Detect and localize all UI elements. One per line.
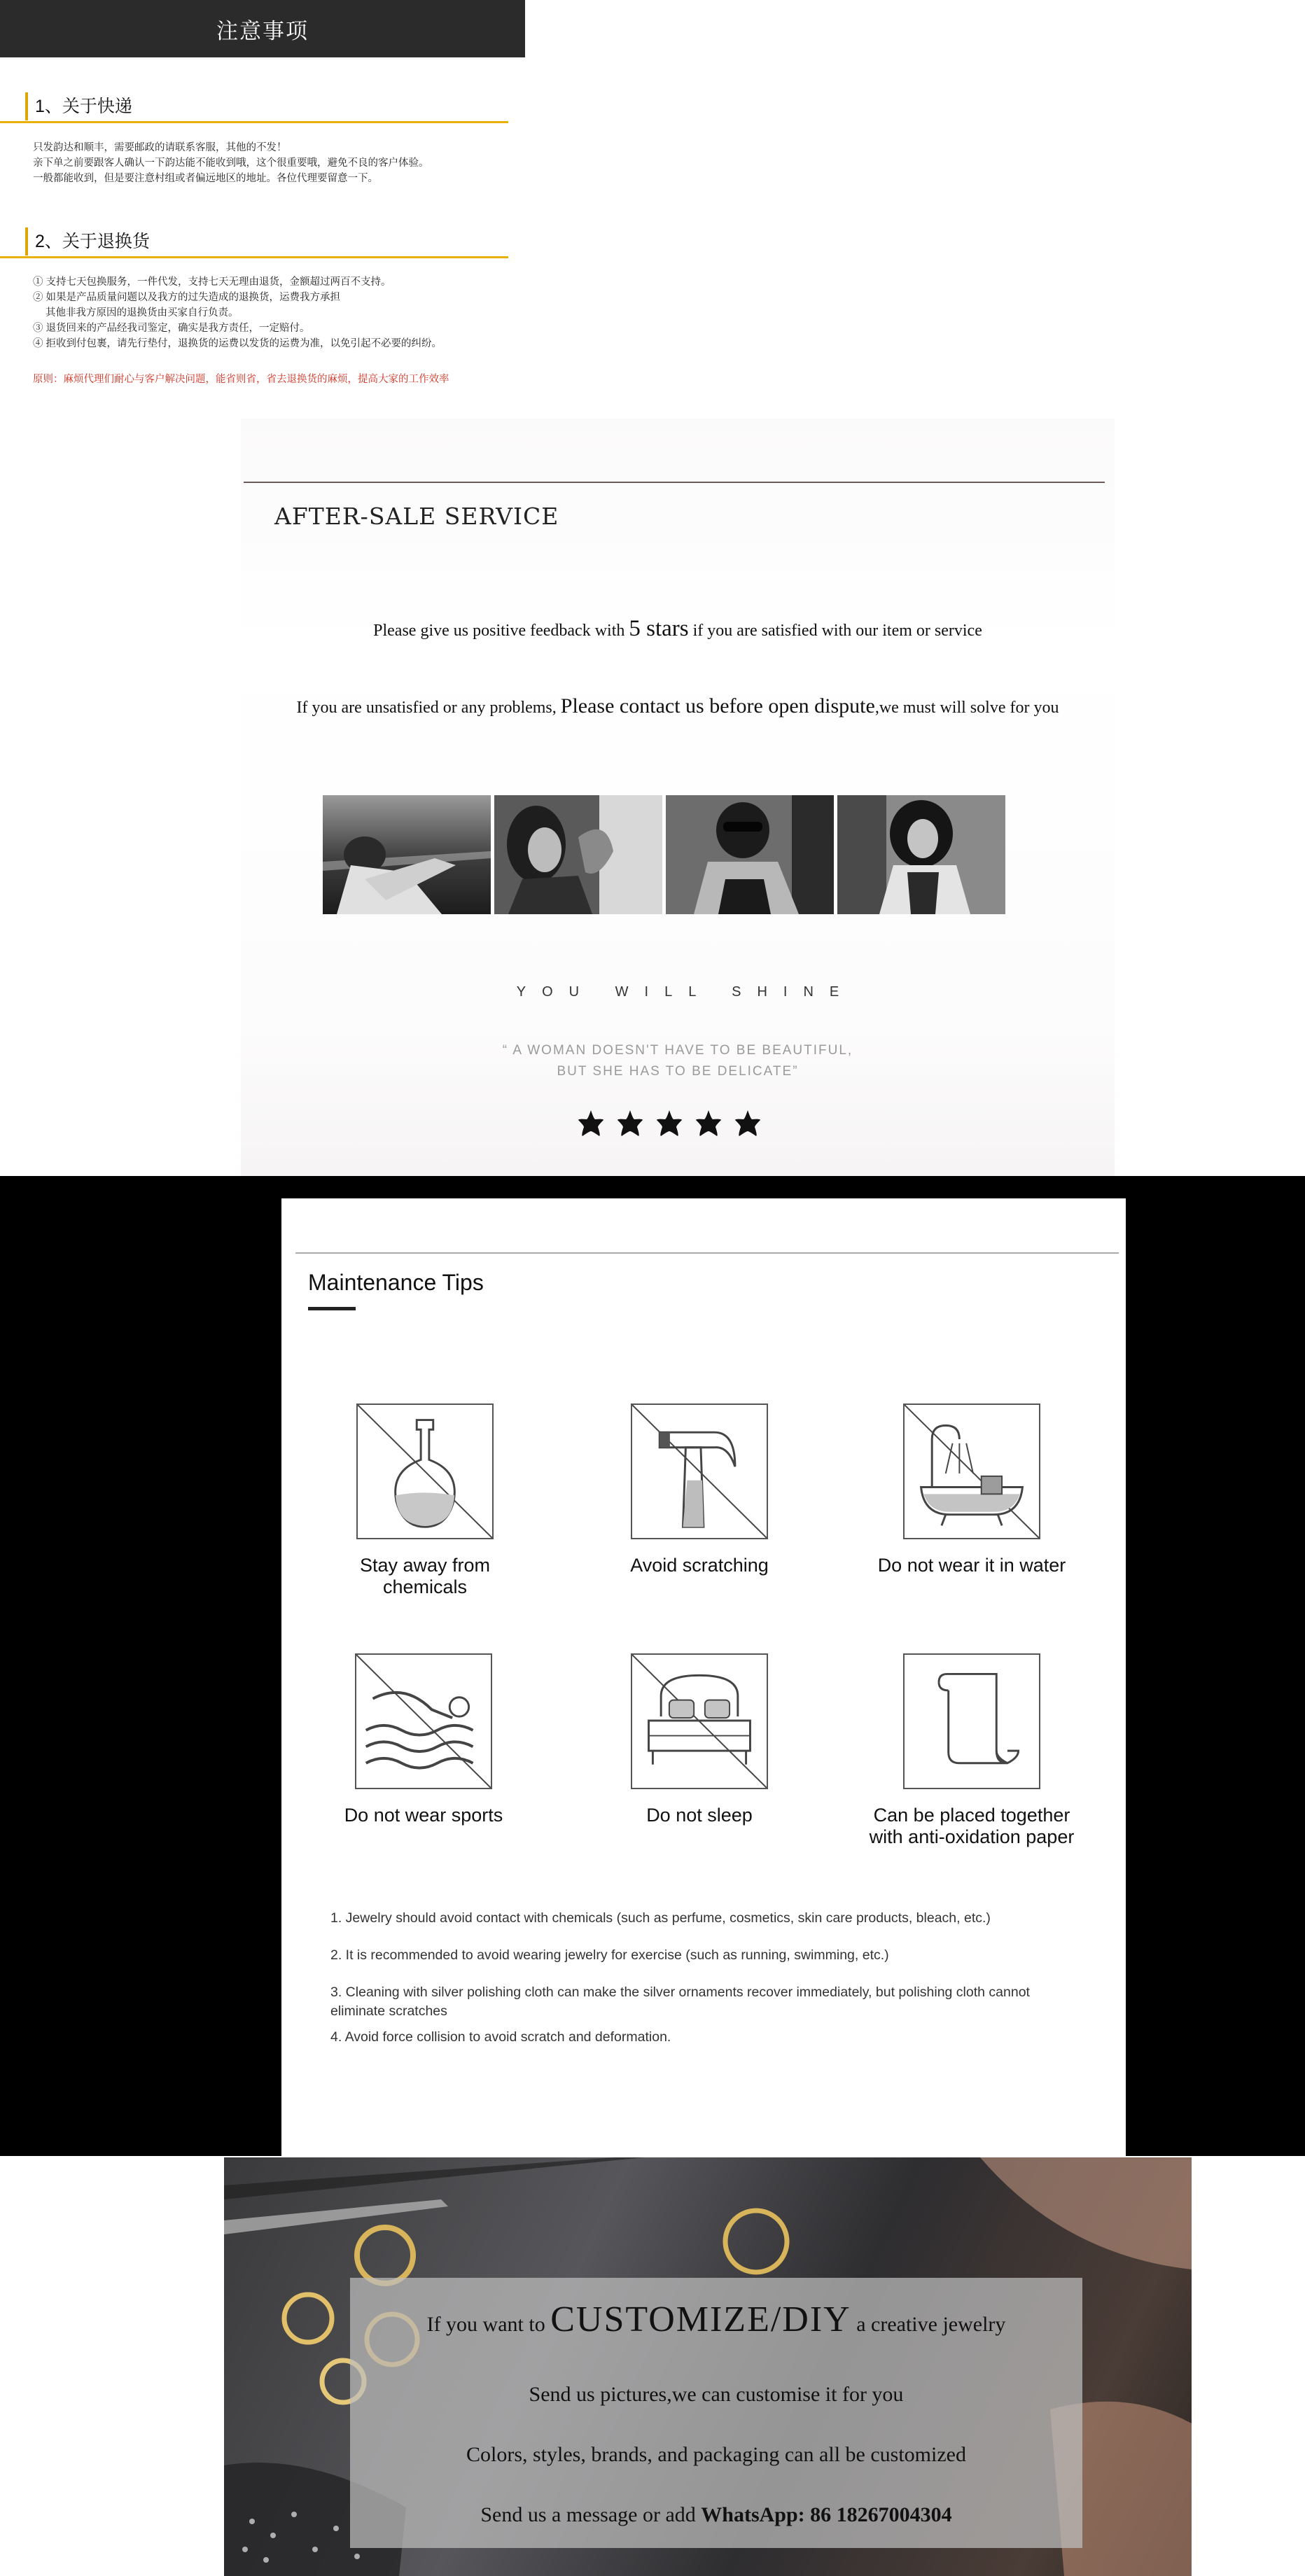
tip-label: Do not wear sports (344, 1805, 503, 1826)
maintenance-section (281, 1198, 1126, 2156)
rule-line: 亲下单之前要跟客人确认一下韵达能不能收到哦，这个很重要哦，避免不良的客户体验。 (33, 158, 429, 169)
five-stars-text: 5 stars (629, 616, 689, 641)
contact-post: ,we must will solve for you (874, 699, 1059, 717)
model-photo-strip (323, 795, 1005, 914)
customize-heading (350, 2299, 1082, 2340)
bed-icon (631, 1653, 768, 1789)
rule-line: 其他非我方原因的退换货由买家自行负责。 (46, 307, 239, 318)
send-pictures-text: Send us pictures,we can customise it for you (529, 2383, 904, 2406)
whatsapp-pre: Send us a message or add (480, 2503, 702, 2526)
tip-label: Stay away from chemicals (359, 1555, 491, 1597)
title-underline (308, 1307, 356, 1310)
rule-line: ② 如果是产品质量问题以及我方的过失造成的退换货，运费我方承担 (33, 292, 341, 303)
tip-label: Do not wear it in water (877, 1555, 1066, 1576)
model-photo-4 (837, 795, 1005, 914)
care-note: 2. It is recommended to avoid wearing jewelry for exercise (such as running, swimming, etc.) (330, 1947, 889, 1963)
whatsapp-number[interactable]: WhatsApp: 86 18267004304 (701, 2503, 952, 2526)
tip-sleep (594, 1653, 804, 1826)
quote-line: “ A WOMAN DOESN'T HAVE TO BE BEAUTIFUL, (502, 1043, 853, 1058)
model-photo-3 (666, 795, 834, 914)
contact-emphasis: Please contact us before open dispute (560, 694, 875, 718)
tip-water (867, 1404, 1077, 1576)
care-note: 3. Cleaning with silver polishing cloth can make the silver ornaments recover immediately, but polishing cloth cannot eliminate scratches (330, 1984, 1030, 2019)
notice-section (0, 0, 1305, 406)
express-heading: 1、关于快递 (25, 92, 508, 120)
customizable-options-text: Colors, styles, brands, and packaging can all be customized (466, 2443, 966, 2466)
feedback-pre: Please give us positive feedback with (373, 622, 629, 640)
star-icon (695, 1109, 723, 1138)
rule-line: ④ 拒收到付包裹，请先行垫付，退换货的运费以发货的运费为准，以免引起不必要的纠纷。 (33, 338, 442, 349)
maintenance-title: Maintenance Tips (308, 1270, 484, 1295)
after-sale-section (241, 419, 1115, 1176)
swimmer-icon (355, 1653, 492, 1789)
you-will-shine-text: YOU WILL SHINE (516, 984, 856, 1000)
model-photo-2 (494, 795, 662, 914)
star-icon (577, 1109, 605, 1138)
scroll-icon (903, 1653, 1040, 1789)
tip-label: Avoid scratching (630, 1555, 769, 1576)
model-photo-1 (323, 795, 491, 914)
customize-pre: If you want to (426, 2313, 551, 2336)
heading-divider (0, 256, 508, 258)
rule-line: 只发韵达和顺丰，需要邮政的请联系客服，其他的不发！ (33, 142, 287, 153)
tip-label: Can be placed together with anti-oxidation paper (869, 1805, 1075, 1847)
return-heading: 2、关于退换货 (25, 227, 508, 255)
rule-line: ① 支持七天包换服务，一件代发，支持七天无理由退货，金额超过两百不支持。 (33, 276, 391, 288)
return-rules (33, 274, 523, 351)
care-note: 4. Avoid force collision to avoid scratch and deformation. (330, 2029, 671, 2045)
tip-chemicals (320, 1404, 530, 1598)
customize-post: a creative jewelry (851, 2313, 1006, 2336)
express-rules (33, 140, 523, 186)
contact-pre: If you are unsatisfied or any problems, (296, 699, 561, 717)
tip-anti-oxidation (867, 1653, 1077, 1848)
contact-text (241, 694, 1115, 718)
customize-panel (350, 2278, 1082, 2548)
customize-section (224, 2157, 1192, 2576)
hammer-icon (631, 1404, 768, 1539)
star-icon (616, 1109, 644, 1138)
top-divider (295, 1252, 1119, 1254)
star-rating (577, 1109, 762, 1138)
bathtub-icon (903, 1404, 1040, 1539)
star-icon (655, 1109, 683, 1138)
rule-line: ③ 退货回来的产品经我司鉴定，确实是我方责任，一定赔付。 (33, 323, 310, 334)
whatsapp-contact (350, 2503, 1082, 2527)
top-divider (244, 482, 1105, 483)
rule-line: 一般都能收到，但是要注意村组或者偏远地区的地址。各位代理要留意一下。 (33, 173, 378, 184)
care-notes (330, 1909, 1087, 2065)
heading-divider (0, 121, 508, 123)
flask-icon (356, 1404, 494, 1539)
after-sale-title: AFTER-SALE SERVICE (274, 503, 559, 530)
care-note: 1. Jewelry should avoid contact with chemicals (such as perfume, cosmetics, skin care products, bleach, etc.) (330, 1910, 991, 1926)
tip-sports (319, 1653, 529, 1826)
principle-text: 原则：麻烦代理们耐心与客户解决问题，能省则省，省去退换货的麻烦，提高大家的工作效率 (33, 374, 449, 385)
notice-header: 注意事项 (0, 0, 525, 57)
feedback-post: if you are satisfied with our item or service (688, 622, 982, 640)
tip-label: Do not sleep (646, 1805, 753, 1826)
star-icon (734, 1109, 762, 1138)
tip-scratching (594, 1404, 804, 1576)
customize-emphasis: CUSTOMIZE/DIY (550, 2300, 851, 2339)
feedback-text (241, 616, 1115, 642)
quote-line: BUT SHE HAS TO BE DELICATE” (557, 1064, 799, 1079)
